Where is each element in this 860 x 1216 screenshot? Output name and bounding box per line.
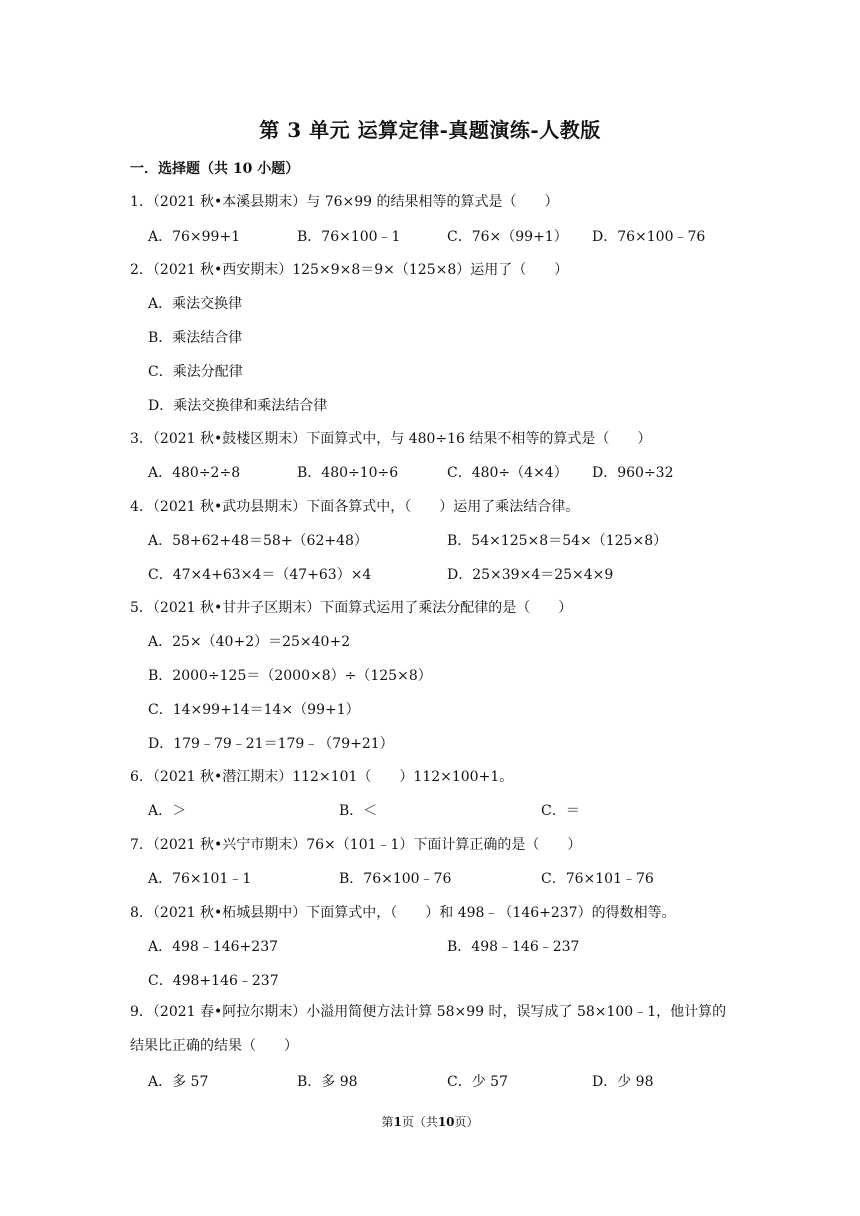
q4-option-c: C．47×4+63×4＝（47+63）×4 (148, 567, 372, 583)
question-5-stem: 5．（2021 秋•甘井子区期末）下面算式运用了乘法分配律的是（ ） (130, 600, 573, 616)
footer-prefix: 第 (381, 1115, 394, 1129)
question-7-stem: 7．（2021 秋•兴宁市期末）76×（101﹣1）下面计算正确的是（ ） (130, 837, 582, 853)
question-6-stem: 6．（2021 秋•潜江期末）112×101（ ）112×100+1。 (130, 769, 514, 785)
q3-option-a: A．480÷2÷8 (148, 465, 241, 481)
q9-option-c: C．少 57 (447, 1074, 508, 1090)
q5-option-c: C．14×99+14＝14×（99+1） (148, 702, 360, 718)
q2-option-d: D．乘法交换律和乘法结合律 (148, 398, 328, 414)
q5-option-a: A．25×（40+2）＝25×40+2 (148, 634, 351, 650)
footer-suffix: 页） (454, 1115, 479, 1129)
page-footer (0, 1113, 860, 1130)
q5-option-b: B．2000÷125＝（2000×8）÷（125×8） (148, 668, 432, 684)
footer-middle: 页（共 (401, 1115, 438, 1129)
q3-option-d: D．960÷32 (592, 465, 674, 481)
q2-option-b: B．乘法结合律 (148, 330, 243, 346)
q6-option-b: B．＜ (339, 803, 378, 819)
question-8-stem: 8．（2021 秋•柘城县期中）下面算式中，（ ）和 498﹣（146+237）的得数相等。 (130, 905, 676, 921)
question-1-stem: 1．（2021 秋•本溪县期末）与 76×99 的结果相等的算式是（ ） (130, 194, 559, 210)
section-heading: 一．选择题（共 10 小题） (130, 161, 300, 177)
page-title: 第 3 单元 运算定律-真题演练-人教版 (259, 118, 601, 142)
footer-total-pages: 10 (437, 1115, 455, 1129)
q6-option-a: A．＞ (148, 803, 187, 819)
q9-option-a: A．多 57 (148, 1074, 209, 1090)
q2-option-c: C．乘法分配律 (148, 364, 243, 380)
q9-option-d: D．少 98 (592, 1074, 654, 1090)
q8-option-c: C．498+146﹣237 (148, 973, 279, 989)
q1-option-d: D．76×100﹣76 (592, 229, 706, 245)
q1-option-c: C．76×（99+1） (447, 229, 568, 245)
q7-option-c: C．76×101﹣76 (541, 871, 654, 887)
q7-option-b: B．76×100﹣76 (339, 871, 452, 887)
q4-option-d: D．25×39×4＝25×4×9 (447, 567, 614, 583)
q5-option-d: D．179﹣79﹣21＝179﹣（79+21） (148, 736, 394, 752)
footer-page-number: 1 (393, 1115, 402, 1129)
q3-option-c: C．480÷（4×4） (447, 465, 568, 481)
q8-option-b: B．498﹣146﹣237 (447, 939, 580, 955)
q8-option-a: A．498﹣146+237 (148, 939, 279, 955)
q4-option-b: B．54×125×8＝54×（125×8） (447, 533, 668, 549)
question-2-stem: 2．（2021 秋•西安期末）125×9×8＝9×（125×8）运用了（ ） (130, 262, 569, 278)
q9-option-b: B．多 98 (297, 1074, 358, 1090)
question-9-stem: 9．（2021 春•阿拉尔期末）小溢用简便方法计算 58×99 时，误写成了 58×100﹣1，他计算的结果比正确的结果（ ） (130, 1004, 727, 1054)
q1-option-a: A．76×99+1 (148, 229, 241, 245)
question-3-stem: 3．（2021 秋•鼓楼区期末）下面算式中，与 480÷16 结果不相等的算式是（ ） (130, 431, 652, 447)
q2-option-a: A．乘法交换律 (148, 296, 243, 312)
q3-option-b: B．480÷10÷6 (297, 465, 399, 481)
q1-option-b: B．76×100﹣1 (297, 229, 401, 245)
q6-option-c: C．＝ (541, 803, 580, 819)
q4-option-a: A．58+62+48＝58+（62+48） (148, 533, 368, 549)
question-4-stem: 4．（2021 秋•武功县期末）下面各算式中，（ ）运用了乘法结合律。 (130, 499, 580, 515)
q7-option-a: A．76×101﹣1 (148, 871, 252, 887)
